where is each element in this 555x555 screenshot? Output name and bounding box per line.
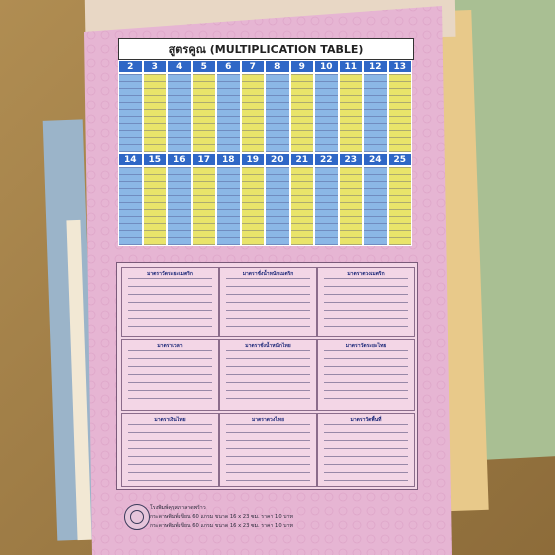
unit-title-thai-length: มาตราวัดระยะไทย	[345, 343, 387, 349]
unit-box-weight	[219, 267, 317, 337]
table-body-cell	[265, 73, 290, 153]
table-body-cell	[388, 73, 413, 153]
footer-line-1: โรงพิมพ์คุรุสภาลาดพร้าว	[150, 505, 206, 511]
unit-title-length: มาตราวัดระยะเมตริก	[147, 271, 193, 277]
table-header-cell: 11	[339, 60, 364, 73]
table-header-cell: 12	[363, 60, 388, 73]
unit-box-thai-weight	[219, 339, 317, 411]
unit-lines	[324, 278, 408, 332]
table-header-cell: 16	[167, 153, 192, 166]
table-title: สูตรคูณ (MULTIPLICATION TABLE)	[118, 38, 414, 60]
table-header-cell: 25	[388, 153, 413, 166]
footer-line-2: กระดาษพิมพ์เขียน 60 แกรม ขนาด 16 x 23 ซม. ราคา 10 บาท	[150, 514, 293, 520]
unit-lines	[324, 350, 408, 406]
table-body-cell	[118, 166, 143, 246]
table-body-cell	[290, 73, 315, 153]
publisher-footer	[150, 504, 430, 531]
unit-box-currency	[121, 413, 219, 487]
footer-line-3: กระดาษพิมพ์เขียน 60 แกรม ขนาด 16 x 23 ซม. ราคา 10 บาท	[150, 523, 293, 529]
table-header-cell: 7	[241, 60, 266, 73]
table-header-cell: 18	[216, 153, 241, 166]
unit-title-thai-volume: มาตราตวงไทย	[251, 417, 285, 423]
table-header-cell: 8	[265, 60, 290, 73]
unit-title-currency: มาตราเงินไทย	[154, 417, 186, 423]
unit-lines	[128, 350, 212, 406]
unit-lines	[226, 278, 310, 332]
unit-lines	[226, 350, 310, 406]
unit-box-time	[121, 339, 219, 411]
table-body-cell	[167, 166, 192, 246]
unit-title-weight: มาตราชั่งน้ำหนักเมตริก	[242, 271, 294, 277]
bottom-header-row	[118, 153, 412, 166]
table-header-cell: 13	[388, 60, 413, 73]
table-header-cell: 15	[143, 153, 168, 166]
table-header-cell: 6	[216, 60, 241, 73]
table-body-cell	[339, 73, 364, 153]
unit-box-volume	[317, 267, 415, 337]
table-body-cell	[388, 166, 413, 246]
table-body-cell	[118, 73, 143, 153]
table-header-cell: 5	[192, 60, 217, 73]
table-header-cell: 22	[314, 153, 339, 166]
table-body-cell	[241, 73, 266, 153]
table-header-cell: 9	[290, 60, 315, 73]
multiplication-grid	[118, 60, 412, 246]
unit-lines	[324, 424, 408, 482]
unit-title-thai-weight: มาตราชั่งน้ำหนักไทย	[245, 343, 291, 349]
table-header-cell: 3	[143, 60, 168, 73]
bottom-body-row	[118, 166, 412, 246]
table-header-cell: 21	[290, 153, 315, 166]
table-header-cell: 17	[192, 153, 217, 166]
table-body-cell	[339, 166, 364, 246]
table-body-cell	[241, 166, 266, 246]
table-body-cell	[216, 73, 241, 153]
unit-title-area: มาตราวัดพื้นที่	[350, 417, 382, 423]
table-body-cell	[143, 166, 168, 246]
table-header-cell: 10	[314, 60, 339, 73]
unit-title-time: มาตราเวลา	[157, 343, 183, 349]
table-body-cell	[314, 73, 339, 153]
table-body-cell	[216, 166, 241, 246]
table-body-cell	[192, 73, 217, 153]
unit-lines	[128, 424, 212, 482]
table-header-cell: 24	[363, 153, 388, 166]
table-body-cell	[290, 166, 315, 246]
table-body-cell	[363, 73, 388, 153]
table-body-cell	[363, 166, 388, 246]
units-panel	[116, 262, 418, 490]
unit-box-thai-length	[317, 339, 415, 411]
top-body-row	[118, 73, 412, 153]
table-header-cell: 2	[118, 60, 143, 73]
unit-box-length	[121, 267, 219, 337]
unit-title-volume: มาตราตวงเมตริก	[347, 271, 385, 277]
table-header-cell: 4	[167, 60, 192, 73]
publisher-seal-icon	[124, 504, 150, 530]
unit-lines	[226, 424, 310, 482]
unit-box-thai-volume	[219, 413, 317, 487]
table-body-cell	[167, 73, 192, 153]
table-body-cell	[265, 166, 290, 246]
top-header-row	[118, 60, 412, 73]
table-body-cell	[314, 166, 339, 246]
unit-box-area	[317, 413, 415, 487]
unit-lines	[128, 278, 212, 332]
table-header-cell: 14	[118, 153, 143, 166]
table-body-cell	[143, 73, 168, 153]
table-body-cell	[192, 166, 217, 246]
table-header-cell: 19	[241, 153, 266, 166]
table-header-cell: 23	[339, 153, 364, 166]
table-header-cell: 20	[265, 153, 290, 166]
